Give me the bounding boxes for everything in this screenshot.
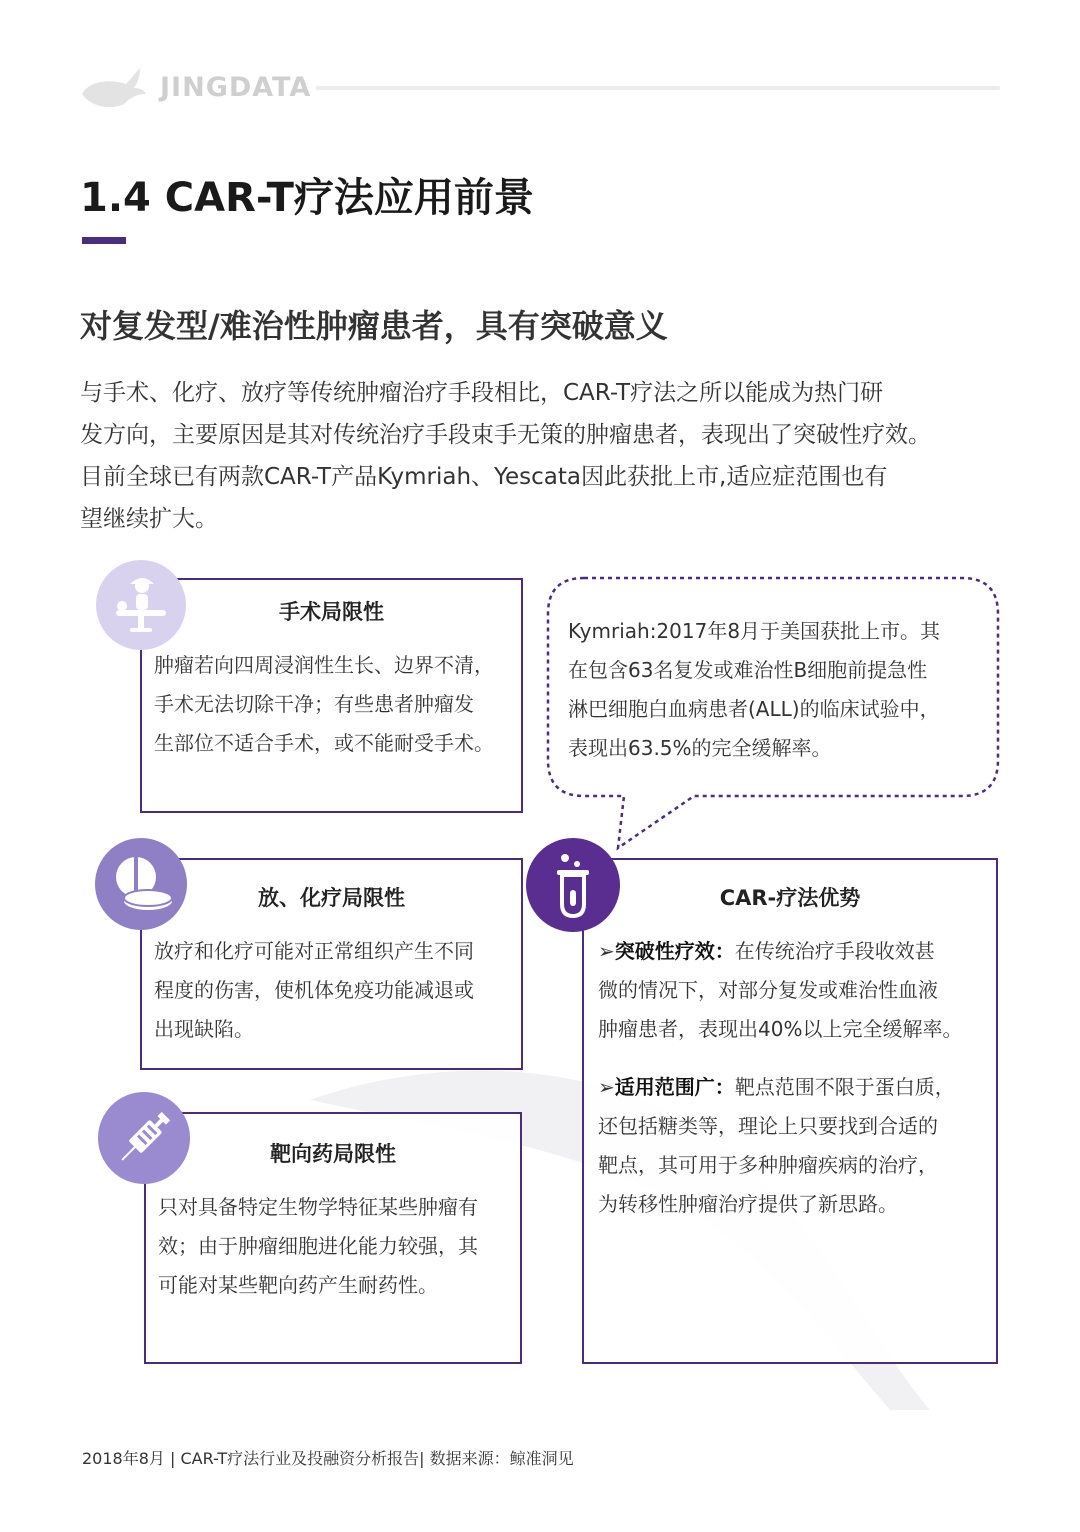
point-label: 突破性疗效：: [614, 939, 735, 963]
point-line: 肿瘤患者，表现出40%以上完全缓解率。: [598, 1017, 963, 1041]
box-body: [154, 646, 524, 763]
surgery-icon: [96, 560, 186, 650]
point-text: 在传统治疗手段收效甚: [734, 939, 935, 963]
body-line: 肿瘤若向四周浸润性生长、边界不清，: [154, 653, 494, 677]
body-line: 只对具备特定生物学特征某些肿瘤有: [158, 1195, 478, 1219]
point-line: 为转移性肿瘤治疗提供了新思路。: [598, 1192, 898, 1216]
body-line: 效；由于肿瘤细胞进化能力较强，其: [158, 1234, 478, 1258]
box-title: 手术局限性: [279, 600, 384, 624]
chemo-radiation-limit-box: [140, 858, 523, 1070]
surgery-limit-box: [140, 578, 523, 813]
test-tube-icon: [526, 838, 620, 932]
body-line: 放疗和化疗可能对正常组织产生不同: [154, 939, 474, 963]
body-line: 可能对某些靶向药产生耐药性。: [158, 1273, 438, 1297]
box-body: [158, 1188, 522, 1305]
body-line: 出现缺陷。: [154, 1017, 254, 1041]
arrow-bullet-icon: ➢: [598, 1075, 615, 1099]
note-line: 表现出63.5%的完全缓解率。: [568, 736, 832, 760]
advantage-point: [598, 932, 998, 1049]
point-label: 适用范围广：: [614, 1075, 735, 1099]
logo-text: JINGDATA: [160, 72, 312, 103]
box-title: 靶向药局限性: [270, 1142, 396, 1166]
box-title: 放、化疗局限性: [258, 886, 405, 910]
pills-icon: [95, 838, 187, 930]
intro-paragraph: [80, 372, 1010, 540]
title-accent-bar: [82, 237, 126, 244]
note-line: Kymriah:2017年8月于美国获批上市。其: [568, 619, 941, 643]
intro-line: 目前全球已有两款CAR-T产品Kymriah、Yescata因此获批上市,适应症范围也有: [80, 464, 888, 490]
arrow-bullet-icon: ➢: [598, 939, 615, 963]
body-line: 手术无法切除干净；有些患者肿瘤发: [154, 692, 474, 716]
box-body: [154, 932, 524, 1049]
subtitle: 对复发型/难治性肿瘤患者，具有突破意义: [80, 307, 668, 345]
header-rule: [316, 86, 1000, 90]
intro-line: 发方向，主要原因是其对传统治疗手段束手无策的肿瘤患者，表现出了突破性疗效。: [80, 422, 931, 448]
point-line: 微的情况下，对部分复发或难治性血液: [598, 978, 938, 1002]
body-line: 生部位不适合手术，或不能耐受手术。: [154, 731, 494, 755]
point-line: [598, 932, 998, 971]
intro-line: 与手术、化疗、放疗等传统肿瘤治疗手段相比，CAR-T疗法之所以能成为热门研: [80, 380, 884, 406]
advantage-point: [598, 1068, 998, 1224]
point-text: 靶点范围不限于蛋白质，: [734, 1075, 955, 1099]
box-title: CAR-疗法优势: [719, 886, 861, 910]
body-line: 程度的伤害，使机体免疫功能减退或: [154, 978, 474, 1002]
whale-logo-icon: [78, 64, 148, 112]
intro-line: 望继续扩大。: [80, 506, 218, 532]
syringe-icon: [98, 1092, 190, 1184]
footer-source: 2018年8月 | CAR-T疗法行业及投融资分析报告| 数据来源：鲸准洞见: [82, 1449, 574, 1468]
point-line: [598, 1068, 998, 1107]
targeted-drug-limit-box: [144, 1112, 522, 1364]
section-title: 1.4 CAR-T疗法应用前景: [80, 175, 534, 221]
note-line: 淋巴细胞白血病患者(ALL)的临床试验中，: [568, 697, 940, 721]
kymriah-note: [568, 612, 988, 768]
note-line: 在包含63名复发或难治性B细胞前提急性: [568, 658, 928, 682]
point-line: 靶点，其可用于多种肿瘤疾病的治疗，: [598, 1153, 938, 1177]
point-line: 还包括糖类等，理论上只要找到合适的: [598, 1114, 938, 1138]
